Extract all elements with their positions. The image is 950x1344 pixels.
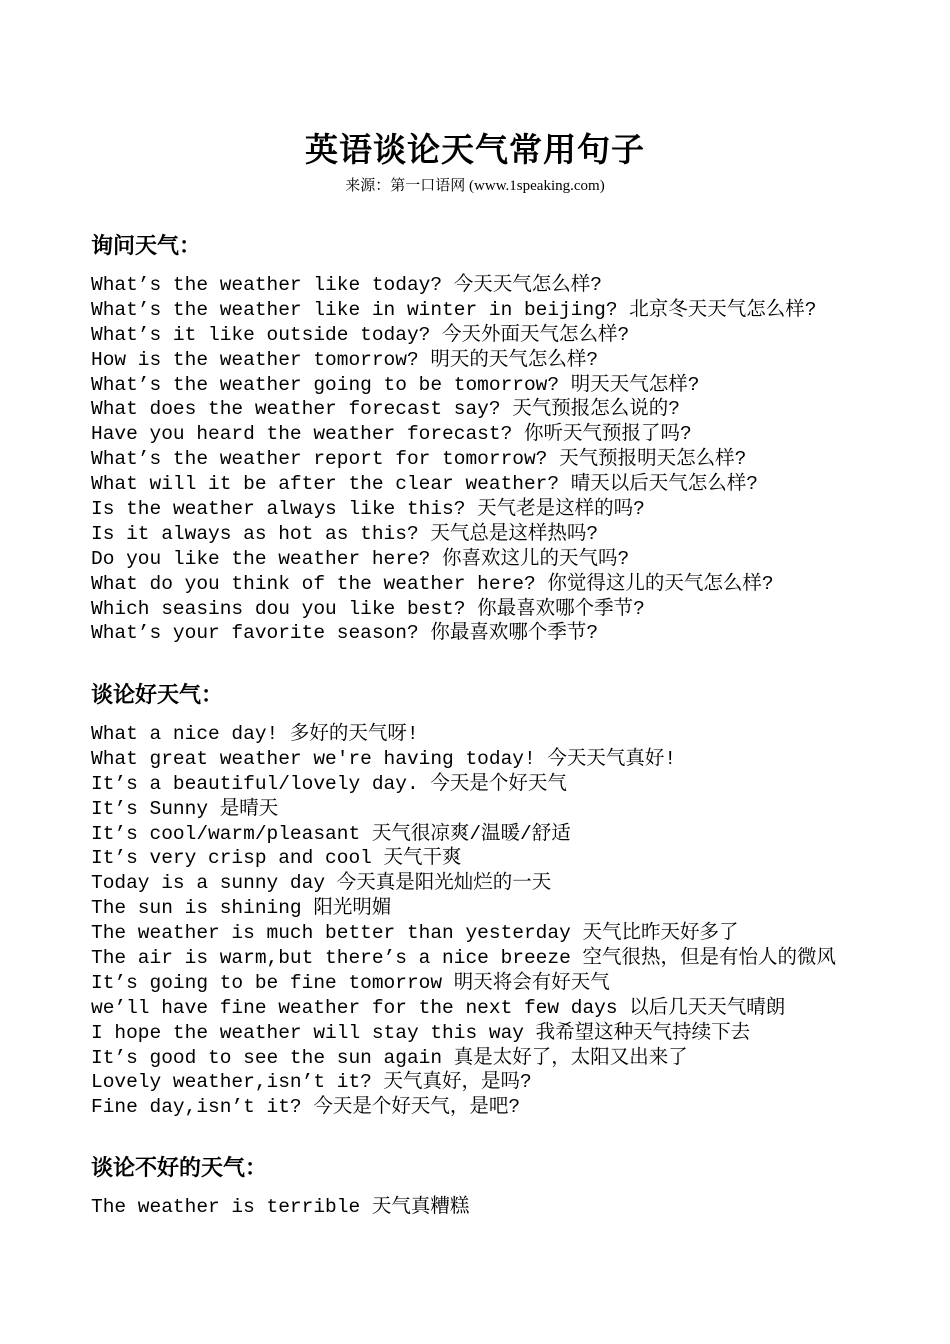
section-heading-bad-weather: 谈论不好的天气：	[91, 1156, 268, 1181]
sentence-line: How is the weather tomorrow? 明天的天气怎么样?	[91, 348, 599, 371]
sentence-line: What’s the weather report for tomorrow? 天气预报明天怎么样?	[91, 448, 747, 471]
sentence-line: The air is warm,but there’s a nice breeze 空气很热，但是有怡人的微风	[91, 947, 836, 970]
sentence-line: What a nice day! 多好的天气呀!	[91, 723, 419, 745]
sentence-line: What do you think of the weather here? 你觉得这儿的天气怎么样?	[91, 572, 774, 595]
sentence-line: The sun is shining 阳光明媚	[91, 897, 392, 920]
sentence-list-asking	[91, 273, 931, 646]
page-title: 英语谈论天气常用句子	[305, 130, 645, 169]
sentence-line: The weather is terrible 天气真糟糕	[91, 1196, 470, 1218]
sentence-line: Which seasins dou you like best? 你最喜欢哪个季节?	[91, 597, 645, 620]
sentence-line: What’s your favorite season? 你最喜欢哪个季节?	[91, 622, 599, 645]
sentence-line: What does the weather forecast say? 天气预报怎么说的?	[91, 398, 680, 421]
sentence-line: What’s the weather like in winter in beijing? 北京冬天天气怎么样?	[91, 298, 817, 321]
sentence-list-bad-weather	[91, 1195, 931, 1220]
sentence-line: Is the weather always like this? 天气老是这样的吗?	[91, 498, 645, 521]
sentence-line: Have you heard the weather forecast? 你听天气预报了吗?	[91, 423, 692, 446]
sentence-line: What’s it like outside today? 今天外面天气怎么样?	[91, 323, 630, 346]
sentence-list-good-weather	[91, 722, 931, 1120]
sentence-line: What’s the weather like today? 今天天气怎么样?	[91, 274, 602, 296]
sentence-line: I hope the weather will stay this way 我希望这种天气持续下去	[91, 1021, 751, 1044]
sentence-line: Today is a sunny day 今天真是阳光灿烂的一天	[91, 872, 552, 895]
sentence-line: It’s Sunny 是晴天	[91, 797, 279, 820]
sentence-line: It’s very crisp and cool 天气干爽	[91, 847, 462, 870]
sentence-line: It’s going to be fine tomorrow 明天将会有好天气	[91, 971, 610, 994]
sentence-line: The weather is much better than yesterday 天气比昨天好多了	[91, 922, 739, 945]
sentence-line: It’s cool/warm/pleasant 天气很凉爽/温暖/舒适	[91, 822, 571, 845]
sentence-line: Fine day,isn’t it? 今天是个好天气，是吧?	[91, 1096, 521, 1119]
sentence-line: we’ll have fine weather for the next few days 以后几天天气晴朗	[91, 996, 786, 1019]
sentence-line: Lovely weather,isn’t it? 天气真好，是吗?	[91, 1071, 532, 1094]
sentence-line: What’s the weather going to be tomorrow? 明天天气怎样?	[91, 373, 700, 396]
sentence-line: Is it always as hot as this? 天气总是这样热吗?	[91, 522, 599, 545]
sentence-line: It’s good to see the sun again 真是太好了，太阳又出来了	[91, 1046, 688, 1069]
source-line: 来源：第一口语网 (www.1speaking.com)	[345, 178, 605, 194]
section-heading-asking: 询问天气：	[91, 234, 202, 259]
sentence-line: What great weather we're having today! 今天天气真好!	[91, 747, 677, 770]
sentence-line: Do you like the weather here? 你喜欢这儿的天气吗?	[91, 547, 630, 570]
section-heading-good-weather: 谈论好天气：	[91, 683, 224, 708]
sentence-line: What will it be after the clear weather? 晴天以后天气怎么样?	[91, 473, 758, 496]
sentence-line: It’s a beautiful/lovely day. 今天是个好天气	[91, 772, 567, 795]
